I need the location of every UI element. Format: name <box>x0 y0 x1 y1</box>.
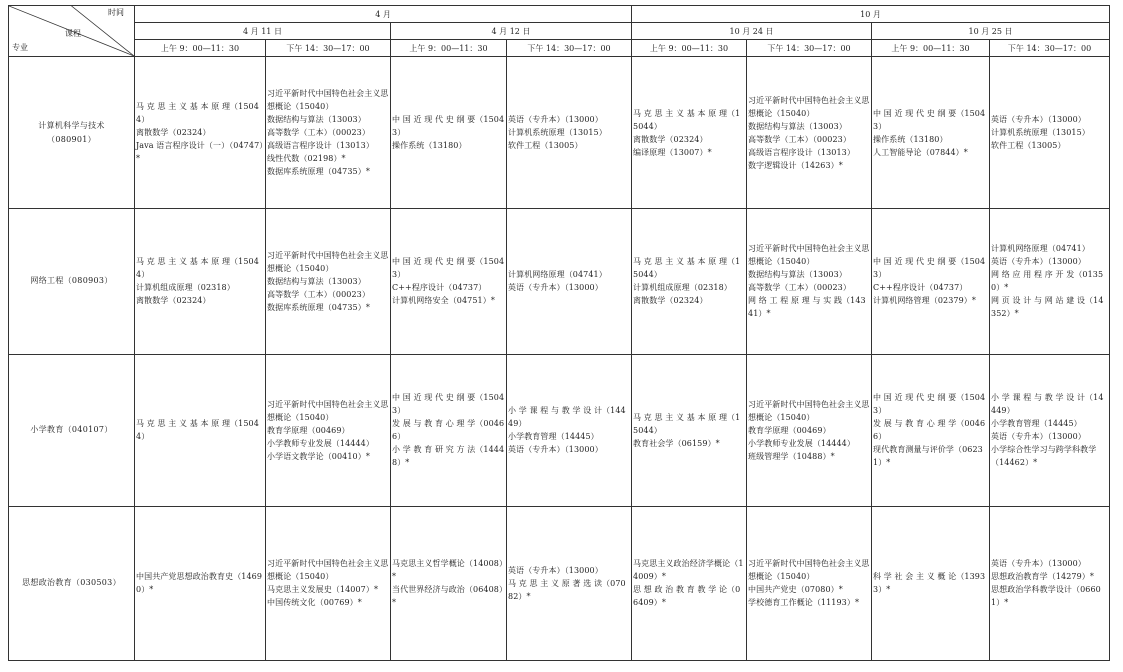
course-entry: 小学教师专业发展（14444） <box>748 438 855 448</box>
table-row <box>9 506 1110 660</box>
slot-header: 下午 14：30—17：00 <box>266 40 391 57</box>
course-entry: 中国共产党史（07080）* <box>748 585 843 595</box>
day-header: 4 月 11 日 <box>135 23 391 40</box>
course-entry: 小学语文教学论（00410）* <box>267 451 370 461</box>
course-entry: 高级语言程序设计（13013） <box>748 147 855 157</box>
course-entry: 小学教育管理（14445） <box>508 432 599 442</box>
course-entry: 操作系统（13180） <box>873 134 948 144</box>
major-name <box>9 506 135 660</box>
course-entry: 马 克 思 主 义 基 本 原 理（15044） <box>633 257 741 280</box>
course-entry: 思想政治学科教学设计（06601）* <box>991 585 1101 608</box>
course-entry: 小 学 课 程 与 教 学 设 计（14449） <box>508 406 626 429</box>
major-name-line: 网络工程（080903） <box>30 276 113 286</box>
major-name-line: （080901） <box>47 134 96 144</box>
major-name <box>9 354 135 506</box>
course-entry: 计算机网络原理（04741） <box>991 244 1090 254</box>
course-entry: 习近平新时代中国特色社会主义思想概论（15040） <box>748 559 870 582</box>
course-entry: 习近平新时代中国特色社会主义思想概论（15040） <box>267 399 389 422</box>
course-entry: 数据结构与算法（13003） <box>267 115 366 125</box>
course-entry: 马 克 思 主 义 基 本 原 理（15044） <box>136 419 259 442</box>
header-corner <box>9 6 135 57</box>
corner-time-label: 时间 <box>108 8 124 17</box>
slot-header: 下午 14：30—17：00 <box>507 40 632 57</box>
schedule-cell <box>266 209 391 355</box>
course-entry: 英语（专升本）（13000） <box>508 115 603 125</box>
course-entry: 科 学 社 会 主 义 概 论（13933）* <box>873 572 986 595</box>
course-entry: 马 克 思 主 义 原 著 选 读（07082）* <box>508 578 626 601</box>
day-header: 4 月 12 日 <box>391 23 632 40</box>
course-entry: 教育学原理（00469） <box>748 425 831 435</box>
course-entry: 英语（专升本）（13000） <box>991 257 1086 267</box>
course-entry: 操作系统（13180） <box>392 141 467 151</box>
course-entry: 数字逻辑设计（14263）* <box>748 160 843 170</box>
schedule-cell <box>266 354 391 506</box>
slot-header: 上午 9：00—11：30 <box>391 40 507 57</box>
corner-major-label: 专业 <box>12 43 28 52</box>
table-row <box>9 57 1110 209</box>
schedule-cell <box>391 57 507 209</box>
course-entry: 数据库系统原理（04735）* <box>267 167 370 177</box>
course-entry: 计算机组成原理（02318） <box>136 283 235 293</box>
course-entry: 英语（专升本）（13000） <box>508 445 603 455</box>
schedule-cell <box>135 209 266 355</box>
slot-header: 上午 9：00—11：30 <box>632 40 747 57</box>
course-entry: 中国共产党思想政治教育史（14690）* <box>136 572 263 595</box>
schedule-cell <box>266 506 391 660</box>
course-entry: 网 页 设 计 与 网 站 建 设（14352）* <box>991 296 1104 319</box>
schedule-cell <box>135 354 266 506</box>
major-name <box>9 57 135 209</box>
course-entry: C++程序设计（04737） <box>392 283 487 293</box>
schedule-cell <box>632 209 747 355</box>
course-entry: 高等数学（工本）（00023） <box>748 134 851 144</box>
course-entry: 中 国 近 现 代 史 纲 要（15043） <box>873 257 986 280</box>
course-entry: 离散数学（02324） <box>136 296 211 306</box>
course-entry: 习近平新时代中国特色社会主义思想概论（15040） <box>748 399 870 422</box>
schedule-cell <box>990 506 1110 660</box>
slot-header: 上午 9：00—11：30 <box>872 40 990 57</box>
course-entry: 发 展 与 教 育 心 理 学（00466） <box>392 419 505 442</box>
course-entry: 数据结构与算法（13003） <box>748 121 847 131</box>
schedule-cell <box>632 57 747 209</box>
course-entry: 英语（专升本）（13000） <box>991 559 1086 569</box>
course-entry: 中 国 近 现 代 史 纲 要（15043） <box>392 257 505 280</box>
schedule-cell <box>990 57 1110 209</box>
course-entry: 小学教师专业发展（14444） <box>267 438 374 448</box>
course-entry: 软件工程（13005） <box>991 141 1066 151</box>
schedule-cell <box>507 57 632 209</box>
schedule-cell <box>507 506 632 660</box>
course-entry: 高等数学（工本）（00023） <box>748 283 851 293</box>
schedule-cell <box>391 506 507 660</box>
course-entry: 马克思主义哲学概论（14008）* <box>392 559 504 582</box>
exam-schedule-table <box>8 5 1110 661</box>
course-entry: 中 国 近 现 代 史 纲 要（15043） <box>392 115 505 138</box>
schedule-cell <box>507 354 632 506</box>
course-entry: 高等数学（工本）（00023） <box>267 128 370 138</box>
course-entry: 英语（专升本）（13000） <box>991 432 1086 442</box>
course-entry: 马 克 思 主 义 基 本 原 理（15044） <box>633 108 741 131</box>
slot-header: 下午 14：30—17：00 <box>747 40 872 57</box>
slot-header: 上午 9：00—11：30 <box>135 40 266 57</box>
month-header-april: 4 月 <box>135 6 632 23</box>
course-entry: 高级语言程序设计（13013） <box>267 141 374 151</box>
schedule-cell <box>747 506 872 660</box>
schedule-cell <box>632 354 747 506</box>
schedule-cell <box>507 209 632 355</box>
course-entry: 小学教育管理（14445） <box>991 419 1082 429</box>
course-entry: 数据结构与算法（13003） <box>748 270 847 280</box>
course-entry: 小 学 课 程 与 教 学 设 计（14449） <box>991 393 1104 416</box>
table-row <box>9 354 1110 506</box>
corner-course-label: 课程 <box>65 29 81 38</box>
major-name-line: 计算机科学与技术 <box>38 120 105 130</box>
schedule-cell <box>990 209 1110 355</box>
course-entry: 教育学原理（00469） <box>267 425 350 435</box>
major-name-line: 思想政治教育（030503） <box>22 578 121 588</box>
course-entry: 软件工程（13005） <box>508 141 583 151</box>
course-entry: 人工智能导论（07844）* <box>873 147 968 157</box>
course-entry: 教育社会学（06159）* <box>633 438 720 448</box>
course-entry: 马克思主义政治经济学概论（14009）* <box>633 559 744 582</box>
course-entry: 发 展 与 教 育 心 理 学（00466） <box>873 419 986 442</box>
course-entry: 班级管理学（10488）* <box>748 451 835 461</box>
course-entry: 英语（专升本）（13000） <box>508 283 603 293</box>
course-entry: 中 国 近 现 代 史 纲 要（15043） <box>873 108 986 131</box>
schedule-cell <box>872 209 990 355</box>
schedule-cell <box>135 57 266 209</box>
course-entry: 英语（专升本）（13000） <box>991 115 1086 125</box>
course-entry: 马 克 思 主 义 基 本 原 理（15044） <box>136 257 259 280</box>
course-entry: 习近平新时代中国特色社会主义思想概论（15040） <box>267 250 389 273</box>
course-entry: 中国传统文化（00769）* <box>267 598 362 608</box>
course-entry: 当代世界经济与政治（06408）* <box>392 585 504 608</box>
slot-header: 下午 14：30—17：00 <box>990 40 1110 57</box>
schedule-cell <box>747 209 872 355</box>
course-entry: 网 络 工 程 原 理 与 实 践（14341）* <box>748 296 866 319</box>
course-entry: Java 语言程序设计（一）（04747）* <box>136 141 264 164</box>
course-entry: 马 克 思 主 义 基 本 原 理（15044） <box>633 412 741 435</box>
day-header: 10 月 25 日 <box>872 23 1110 40</box>
course-entry: 离散数学（02324） <box>633 134 708 144</box>
course-entry: 小 学 教 育 研 究 方 法（14448）* <box>392 445 505 468</box>
schedule-cell <box>872 354 990 506</box>
course-entry: 计算机网络管理（02379）* <box>873 296 976 306</box>
schedule-cell <box>747 354 872 506</box>
course-entry: 学校德育工作概论（11193）* <box>748 598 860 608</box>
schedule-cell <box>632 506 747 660</box>
course-entry: 习近平新时代中国特色社会主义思想概论（15040） <box>748 95 870 118</box>
course-entry: 网 络 应 用 程 序 开 发（01350）* <box>991 270 1104 293</box>
course-entry: 习近平新时代中国特色社会主义思想概论（15040） <box>267 89 389 112</box>
course-entry: 马 克 思 主 义 基 本 原 理（15044） <box>136 102 259 125</box>
course-entry: 数据结构与算法（13003） <box>267 276 366 286</box>
schedule-cell <box>135 506 266 660</box>
major-name-line: 小学教育（040107） <box>30 425 113 435</box>
course-entry: 计算机系统原理（13015） <box>508 128 607 138</box>
course-entry: 线性代数（02198）* <box>267 154 346 164</box>
course-entry: 高等数学（工本）（00023） <box>267 289 370 299</box>
course-entry: 现代教育测量与评价学（06231）* <box>873 445 983 468</box>
schedule-cell <box>872 57 990 209</box>
course-entry: 离散数学（02324） <box>633 296 708 306</box>
schedule-cell <box>266 57 391 209</box>
course-entry: 习近平新时代中国特色社会主义思想概论（15040） <box>267 559 389 582</box>
course-entry: 英语（专升本）（13000） <box>508 565 603 575</box>
course-entry: 计算机网络原理（04741） <box>508 270 607 280</box>
schedule-cell <box>990 354 1110 506</box>
course-entry: 计算机组成原理（02318） <box>633 283 732 293</box>
day-header: 10 月 24 日 <box>632 23 872 40</box>
course-entry: 计算机网络安全（04751）* <box>392 296 495 306</box>
schedule-cell <box>391 209 507 355</box>
schedule-cell <box>747 57 872 209</box>
course-entry: 习近平新时代中国特色社会主义思想概论（15040） <box>748 244 870 267</box>
major-name <box>9 209 135 355</box>
course-entry: 离散数学（02324） <box>136 128 211 138</box>
course-entry: 思 想 政 治 教 育 教 学 论（06409）* <box>633 585 741 608</box>
schedule-cell <box>391 354 507 506</box>
course-entry: 计算机系统原理（13015） <box>991 128 1090 138</box>
course-entry: 中 国 近 现 代 史 纲 要（15043） <box>392 393 505 416</box>
course-entry: C++程序设计（04737） <box>873 283 968 293</box>
course-entry: 编译原理（13007）* <box>633 147 712 157</box>
course-entry: 思想政治教育学（14279）* <box>991 572 1094 582</box>
schedule-cell <box>872 506 990 660</box>
month-header-october: 10 月 <box>632 6 1110 23</box>
course-entry: 马克思主义发展史（14007）* <box>267 585 379 595</box>
course-entry: 数据库系统原理（04735）* <box>267 302 370 312</box>
course-entry: 中 国 近 现 代 史 纲 要（15043） <box>873 393 986 416</box>
course-entry: 小学综合性学习与跨学科教学（14462）* <box>991 445 1097 468</box>
table-row <box>9 209 1110 355</box>
